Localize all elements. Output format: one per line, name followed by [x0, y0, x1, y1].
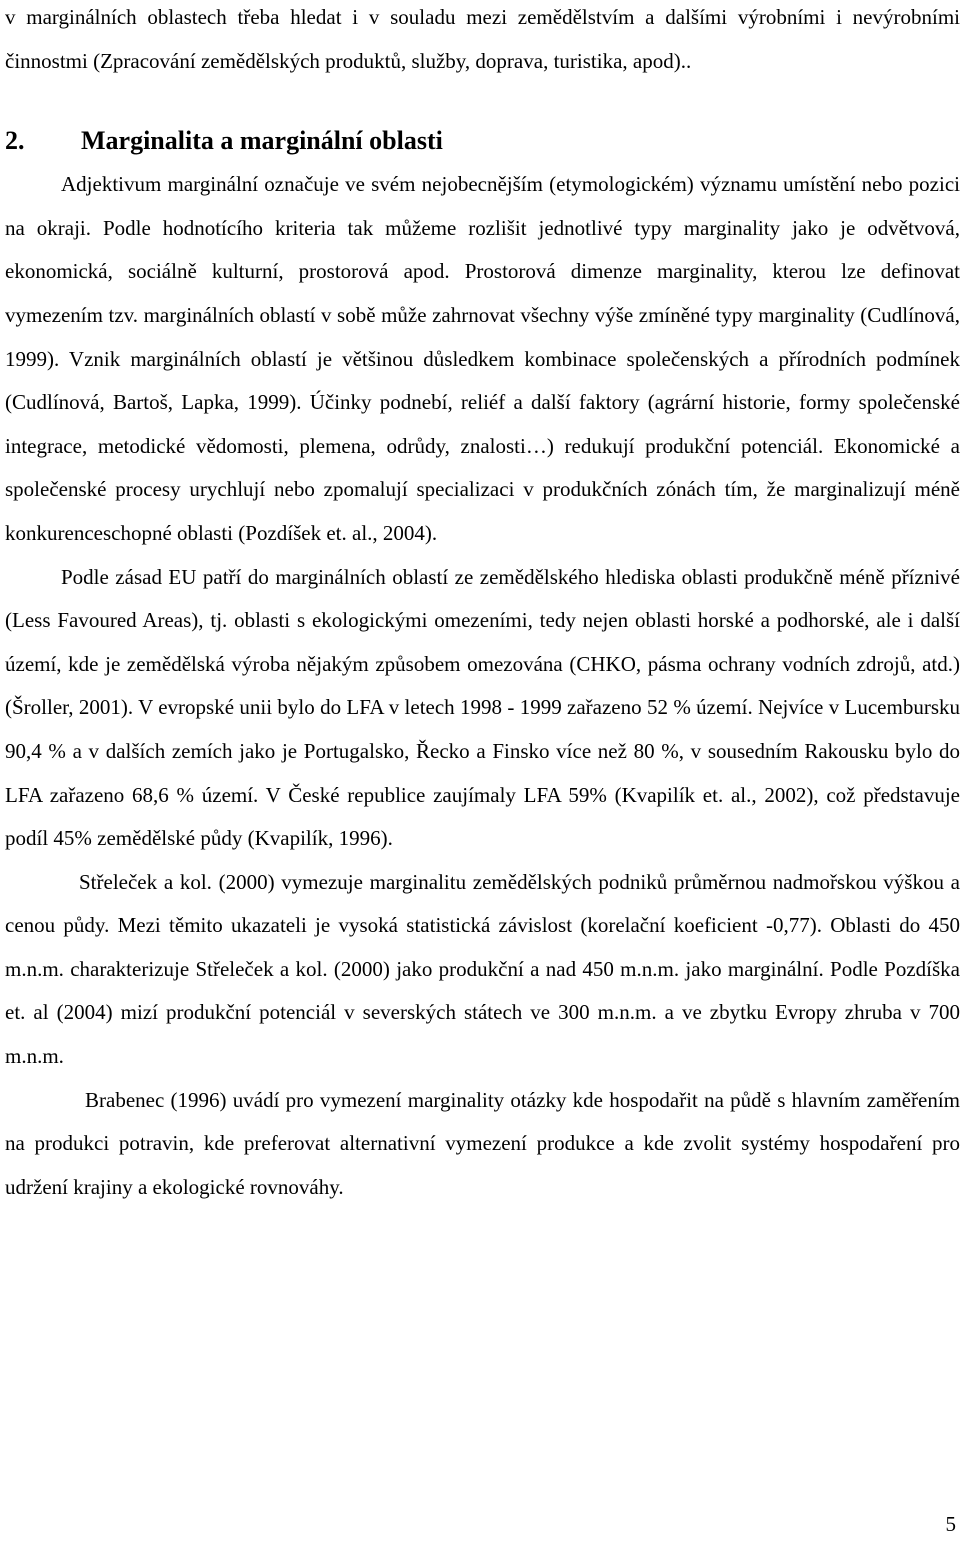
intro-paragraph: v marginálních oblastech třeba hledat i v souladu mezi zemědělstvím a dalšími výrobními i nevýrobními činnostmi (Zpracování zemědělských produktů, služby, doprava, turistika, apod).. [5, 5, 960, 73]
section-title: Marginalita a marginální oblasti [81, 126, 443, 156]
section-number: 2. [5, 126, 25, 156]
paragraph-3: Střeleček a kol. (2000) vymezuje marginalitu zemědělských podniků průměrnou nadmořskou výškou a cenou půdy. Mezi těmito ukazateli je vysoká statistická závislost (korelační koeficient -0,77). Oblasti do 450 m.n.m. charakterizuje Střeleček a kol. (2000) jako produkční a nad 450 m.n.m. jako marginální. Podle Pozdíška et. al (2004) mizí produkční potenciál v severských státech ve 300 m.n.m. a ve zbytku Evropy zhruba v 700 m.n.m. [5, 869, 960, 1069]
paragraph-1: Adjektivum marginální označuje ve svém nejobecnějším (etymologickém) významu umístění nebo pozici na okraji. Podle hodnotícího kriteria tak můžeme rozlišit jednotlivé typy marginality jako je odvětvová, ekonomická, sociálně kulturní, prostorová apod. Prostorová dimenze marginality, kterou lze definovat vymezením tzv. marginálních oblastí v sobě může zahrnovat všechny výše zmíněné typy marginality (Cudlínová, 1999). Vznik marginálních oblastí je většinou důsledkem kombinace společenských a přírodních podmínek (Cudlínová, Bartoš, Lapka, 1999). Účinky podnebí, reliéf a další faktory (agrární historie, formy společenské integrace, metodické vědomosti, plemena, odrůdy, znalosti…) redukují produkční potenciál. Ekonomické a společenské procesy urychlují nebo zpomalují specializaci v produkčních zónách tím, že marginalizují méně konkurenceschopné oblasti (Pozdíšek et. al., 2004). [5, 172, 960, 545]
paragraph-4: Brabenec (1996) uvádí pro vymezení marginality otázky kde hospodařit na půdě s hlavním zaměřením na produkci potravin, kde preferovat alternativní vymezení produkce a kde zvolit systémy hospodaření pro udržení krajiny a ekologické rovnováhy. [5, 1087, 960, 1199]
document-page [5, 0, 960, 1209]
section-heading [5, 119, 960, 163]
paragraph-2: Podle zásad EU patří do marginálních oblastí ze zemědělského hlediska oblasti produkčně méně příznivé (Less Favoured Areas), tj. oblasti s ekologickými omezeními, tedy nejen oblasti horské a podhorské, ale i další území, kde je zemědělská výroba nějakým způsobem omezována (CHKO, pásma ochrany vodních zdrojů, atd.) (Šroller, 2001). V evropské unii bylo do LFA v letech 1998 - 1999 zařazeno 52 % území. Nejvíce v Lucembursku 90,4 % a v dalších zemích jako je Portugalsko, Řecko a Finsko více než 80 %, v sousedním Rakousku bylo do LFA zařazeno 68,6 % území. V České republice zaujímaly LFA 59% (Kvapilík et. al., 2002), což představuje podíl 45% zemědělské půdy (Kvapilík, 1996). [5, 564, 960, 851]
page-number: 5 [945, 1512, 956, 1536]
